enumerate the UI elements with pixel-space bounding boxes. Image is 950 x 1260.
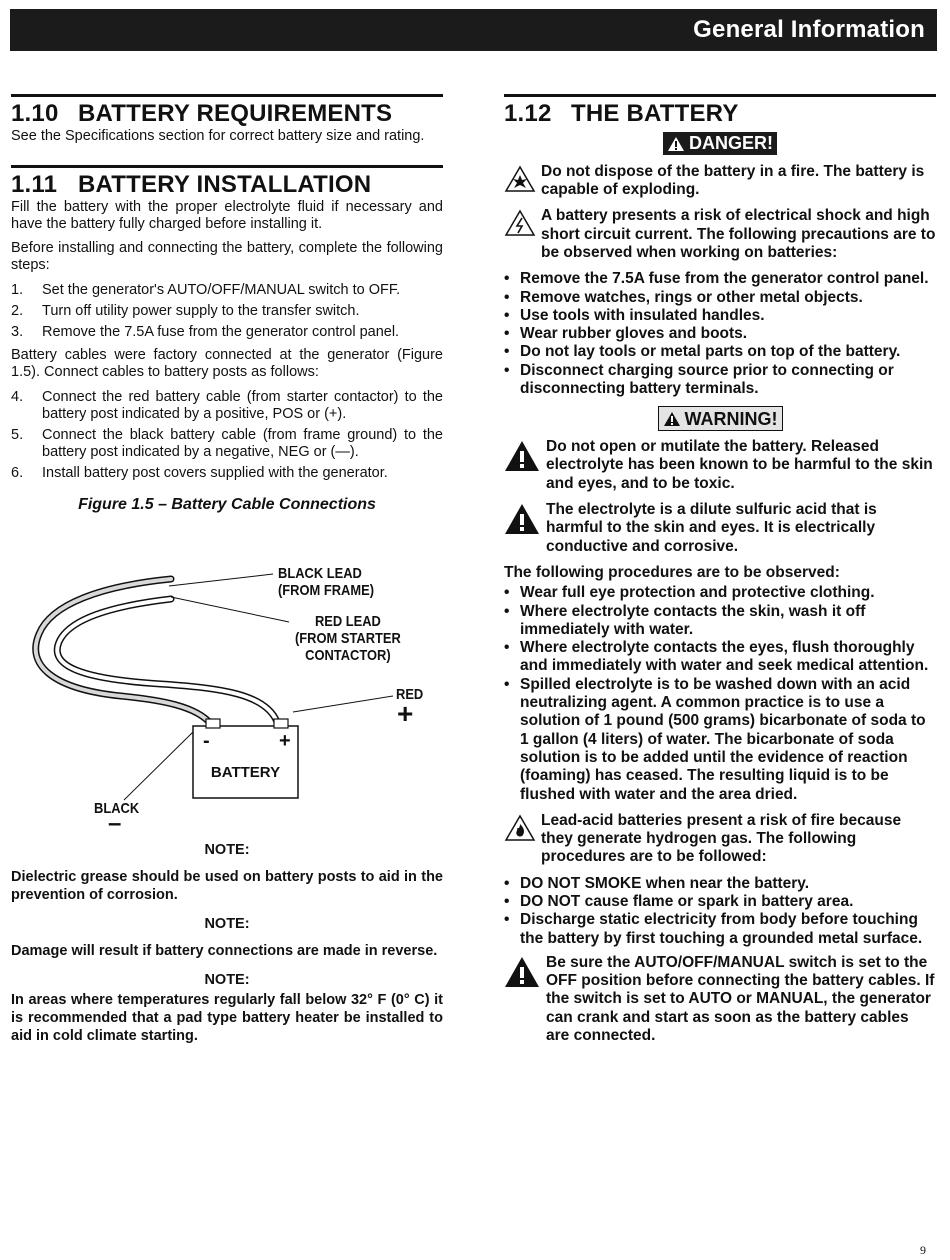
list-item: 5. Connect the black battery cable (from frame ground) to the battery post indicated by a negative, NEG or (—). — [11, 427, 443, 460]
procedures-list — [504, 584, 936, 804]
exclamation-triangle-icon — [504, 503, 540, 535]
section-1-12-heading: 1.12 THE BATTERY — [504, 100, 739, 127]
section-header-title: General Information — [693, 16, 925, 43]
red-lead-label: RED LEAD (FROM STARTER CONTACTOR) — [295, 613, 401, 664]
battery-minus-mark: - — [203, 730, 210, 752]
list-item: • Where electrolyte contacts the skin, wash it off immediately with water. — [504, 602, 866, 638]
battery-requirements-text: See the Specifications section for correct battery size and rating. — [11, 128, 425, 144]
list-item: • Wear rubber gloves and boots. — [504, 325, 748, 343]
paragraph: Battery cables were factory connected at the generator (Figure 1.5). Connect cables to battery posts as follows: — [11, 347, 443, 380]
explosion-hazard: Do not dispose of the battery in a fire. The battery is capable of exploding. — [504, 163, 936, 200]
steps-list-a — [11, 282, 443, 341]
list-item: • DO NOT SMOKE when near the battery. — [504, 874, 810, 892]
precautions-list — [504, 270, 936, 398]
notes-block — [11, 842, 443, 1045]
red-terminal-label: RED — [396, 686, 424, 703]
battery-cable-diagram — [11, 524, 443, 854]
section-1-10-heading: 1.10 BATTERY REQUIREMENTS — [11, 100, 393, 127]
black-lead-label: BLACK LEAD (FROM FRAME) — [278, 565, 375, 599]
list-item: 3. Remove the 7.5A fuse from the generator control panel. — [11, 324, 400, 340]
switch-warning: Be sure the AUTO/OFF/MANUAL switch is set to the OFF position before connecting the battery cables. If the switch is set to AUTO or MANUAL, the generator can crank and start as soon as the battery cables are connected. — [504, 954, 936, 1045]
figure-caption: Figure 1.5 – Battery Cable Connections — [78, 496, 376, 513]
section-divider — [11, 94, 443, 97]
list-item: 4. Connect the red battery cable (from starter contactor) to the battery post indicated by a positive, POS or (+). — [11, 389, 443, 422]
note-heading: NOTE: — [204, 972, 250, 988]
section-divider — [504, 94, 936, 97]
warning-signal: WARNING! — [658, 406, 783, 431]
list-item: 2. Turn off utility power supply to the transfer switch. — [11, 303, 360, 319]
list-item: • Spilled electrolyte is to be washed down with an acid neutralizing agent. A common practice is to use a solution of 1 pound (500 grams) bicarbonate of soda to 1 gallon (4 liters) of water. The bicarbonate of soda solution is to be added until the evidence of reaction (foaming) has ceased. The resulting liquid is to be flushed with water and the area dried. — [504, 675, 926, 803]
list-item: • Wear full eye protection and protective clothing. — [504, 584, 875, 602]
fire-precautions-list — [504, 875, 936, 948]
list-item: • Discharge static electricity from body before touching the battery by first touching a grounded metal surface. — [504, 911, 923, 947]
battery-installation-body — [11, 199, 443, 482]
list-item: • DO NOT cause flame or spark in battery area. — [504, 892, 854, 910]
note-text: Damage will result if battery connections are made in reverse. — [11, 943, 438, 959]
list-item: • Remove watches, rings or other metal objects. — [504, 288, 863, 306]
black-terminal-label: BLACK — [94, 800, 140, 817]
section-divider — [11, 165, 443, 168]
steps-list-b — [11, 389, 443, 482]
electrolyte-warning: The electrolyte is a dilute sulfuric acid that is harmful to the skin and eyes. It is electrically conductive and corrosive. — [504, 501, 936, 556]
battery-plus-mark: + — [279, 730, 291, 752]
explosion-icon — [504, 165, 536, 193]
page-number: 9 — [920, 1243, 926, 1257]
fire-hazard: Lead-acid batteries present a risk of fire because they generate hydrogen gas. The following procedures are to be followed: — [504, 812, 936, 867]
note-heading: NOTE: — [204, 842, 250, 858]
list-item: 6. Install battery post covers supplied with the generator. — [11, 465, 388, 481]
list-item: • Where electrolyte contacts the eyes, flush thoroughly and immediately with water and seek medical attention. — [504, 639, 929, 675]
note-text: Dielectric grease should be used on battery posts to aid in the prevention of corrosion. — [11, 869, 443, 903]
procedures-intro: The following procedures are to be observed: — [504, 563, 840, 581]
exclamation-triangle-icon — [504, 440, 540, 472]
paragraph: Before installing and connecting the battery, complete the following steps: — [11, 240, 443, 273]
plus-symbol: + — [397, 698, 414, 729]
list-item: • Do not lay tools or metal parts on top of the battery. — [504, 343, 901, 361]
header-bar — [10, 9, 937, 51]
mutilate-warning: Do not open or mutilate the battery. Released electrolyte has been known to be harmful to the skin and eyes, and to be toxic. — [504, 438, 936, 493]
section-1-11-heading: 1.11 BATTERY INSTALLATION — [11, 171, 372, 198]
paragraph: Fill the battery with the proper electrolyte fluid if necessary and have the battery fully charged before installing it. — [11, 199, 443, 232]
list-item: • Disconnect charging source prior to connecting or disconnecting battery terminals. — [504, 361, 894, 398]
list-item: • Remove the 7.5A fuse from the generator control panel. — [504, 270, 929, 288]
list-item: • Use tools with insulated handles. — [504, 306, 765, 324]
exclamation-triangle-icon — [504, 956, 540, 988]
note-heading: NOTE: — [204, 916, 250, 932]
alert-triangle-icon — [663, 411, 681, 427]
alert-triangle-icon — [667, 136, 685, 152]
electric-shock-icon — [504, 209, 536, 237]
right-column — [504, 94, 936, 1053]
battery-cable-drawing — [11, 524, 443, 854]
shock-hazard: A battery presents a risk of electrical shock and high short circuit current. The following precautions are to be observed when working on batteries: — [504, 207, 936, 262]
note-text: In areas where temperatures regularly fall below 32° F (0° C) it is recommended that a pad type battery heater be installed to aid in cold climate starting. — [11, 992, 443, 1044]
danger-signal: DANGER! — [663, 132, 777, 155]
fire-icon — [504, 814, 536, 842]
left-column — [11, 94, 443, 1057]
battery-label: BATTERY — [210, 764, 281, 781]
minus-symbol: – — [108, 810, 122, 837]
list-item: 1. Set the generator's AUTO/OFF/MANUAL switch to OFF. — [11, 282, 401, 298]
